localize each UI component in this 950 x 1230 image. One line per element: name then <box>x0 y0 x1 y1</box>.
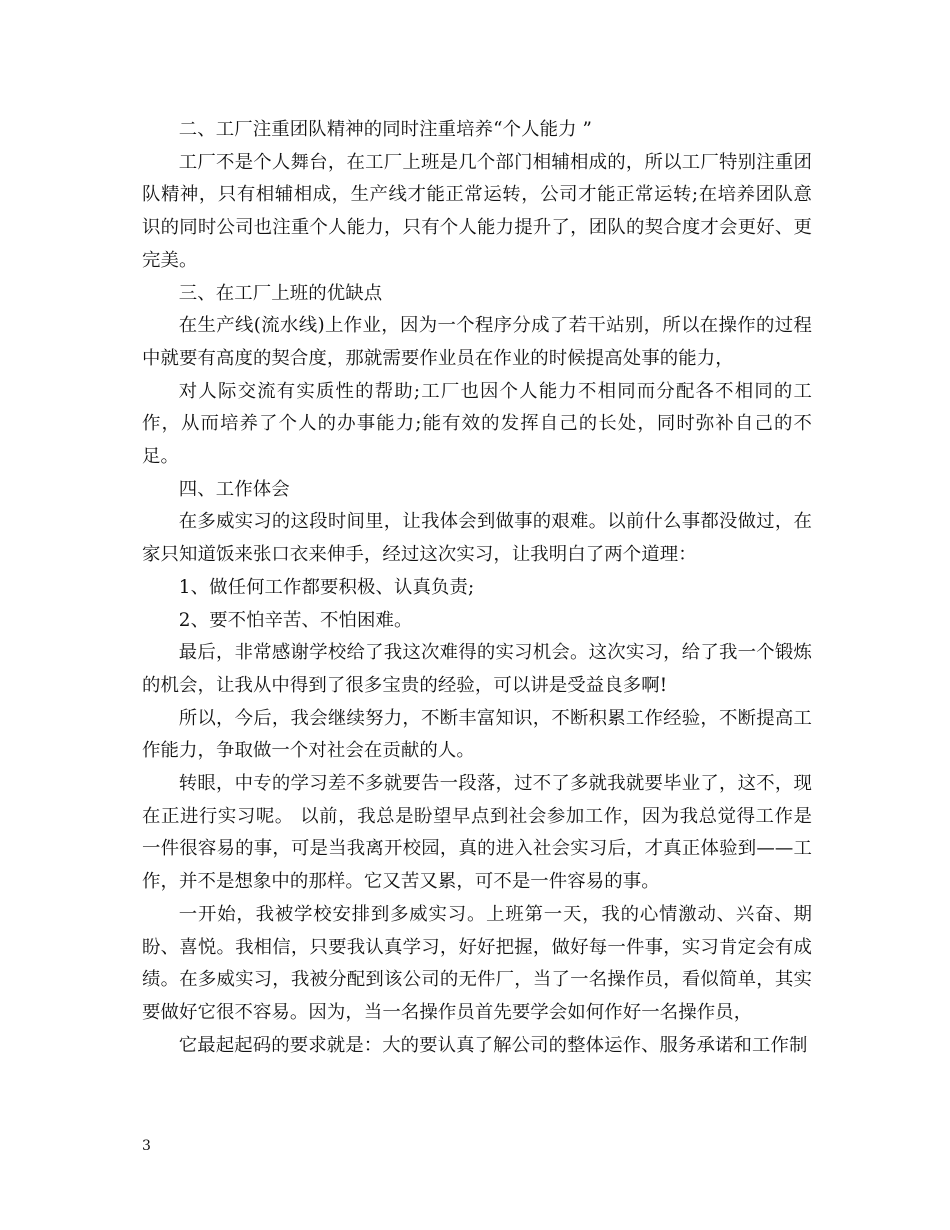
paragraph: 它最起起码的要求就是：大的要认真了解公司的整体运作、服务承诺和工作制 <box>178 1034 808 1056</box>
list-item: 2、要不怕辛苦、不怕困难。 <box>178 609 413 631</box>
section-heading-four: 四、工作体会 <box>178 478 290 500</box>
paragraph: 对人际交流有实质性的帮助;工厂也因个人能力不相同而分配各不相同的工作，从而培养了个人的办事能力;能有效的发挥自己的长处，同时弥补自己的不足。 <box>142 380 812 468</box>
paragraph: 一开始，我被学校安排到多威实习。上班第一天，我的心情激动、兴奋、期盼、喜悦。我相信，只要我认真学习，好好把握，做好每一件事，实习肯定会有成绩。在多威实习，我被分配到该公司的无件厂，当了一名操作员，看似简单，其实要做好它很不容易。因为，当一名操作员首先要学会如何作好一名操作员， <box>142 903 812 1023</box>
section-heading-three: 三、在工厂上班的优缺点 <box>178 282 383 304</box>
paragraph: 转眼，中专的学习差不多就要告一段落，过不了多就我就要毕业了，这不，现在正进行实习呢。 以前，我总是盼望早点到社会参加工作，因为我总觉得工作是一件很容易的事，可是当我离开校园，真的进入社会实习后，才真正体验到——工作，并不是想象中的那样。它又苦又累，可不是一件容易的事。 <box>142 773 812 893</box>
paragraph: 在多威实习的这段时间里，让我体会到做事的艰难。以前什么事都没做过，在家只知道饭来张口衣来伸手，经过这次实习，让我明白了两个道理： <box>142 511 812 566</box>
paragraph: 在生产线(流水线)上作业，因为一个程序分成了若干站别，所以在操作的过程中就要有高度的契合度，那就需要作业员在作业的时候提高处事的能力， <box>142 315 812 369</box>
paragraph: 工厂不是个人舞台，在工厂上班是几个部门相辅相成的，所以工厂特别注重团队精神，只有相辅相成，生产线才能正常运转，公司才能正常运转;在培养团队意识的同时公司也注重个人能力，只有个人能力提升了，团队的契合度才会更好、更完美。 <box>142 151 812 271</box>
page-number: 3 <box>142 1138 151 1154</box>
document-body <box>142 114 812 1062</box>
paragraph: 最后，非常感谢学校给了我这次难得的实习机会。这次实习，给了我一个锻炼的机会，让我从中得到了很多宝贵的经验，可以讲是受益良多啊! <box>142 642 812 696</box>
paragraph: 所以，今后，我会继续努力，不断丰富知识，不断积累工作经验，不断提高工作能力，争取做一个对社会在贡献的人。 <box>142 707 812 762</box>
list-item: 1、做任何工作都要积极、认真负责; <box>178 576 475 598</box>
section-heading-two: 二、工厂注重团队精神的同时注重培养“个人能力 ” <box>178 119 593 140</box>
